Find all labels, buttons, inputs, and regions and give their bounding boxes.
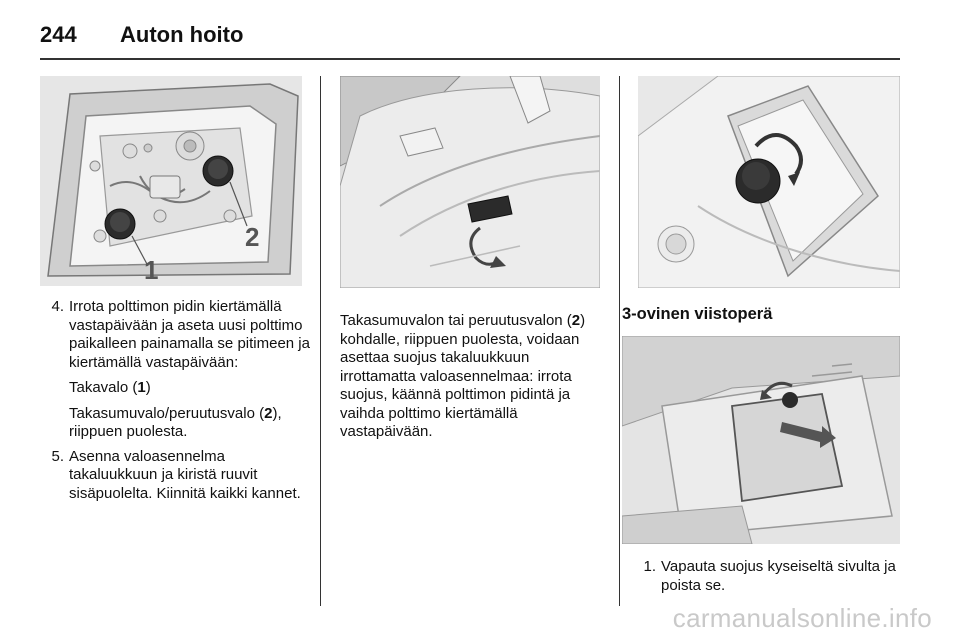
page-header [40,16,920,56]
column1-text [44,298,312,505]
sub2-pre: Takasumuvalo/peruutusvalo ( [69,404,265,422]
para-num: 2 [571,312,581,329]
step-4-sub-tail-light [44,379,312,398]
sub1-num: 1 [137,379,146,396]
header-rule [40,58,900,60]
column2-paragraph [340,312,604,442]
section-heading-3-door: 3-ovinen viistoperä [622,305,773,323]
step-4-number: 4. [51,298,64,315]
step-5-text: Asenna valoasennelma takaluukkuun ja kiristä ruuvit sisäpuolelta. Kiinnitä kaikki kannet. [69,447,301,502]
para-post: ) kohdalle, riippuen puolesta, voidaan asettaa suojus takaluukkuun irrottamatta valoasennelmaa: irrota suojus, käännä polttimon pidintä ja vaihda polttimo kiertämällä vastapäivään. [340,312,586,440]
column3-text [636,558,902,597]
list-item-step-4 [44,298,312,372]
figure-hatchback-cover [622,336,900,544]
step-5-number: 5. [51,447,64,465]
page-number: 244 [40,22,77,47]
sub2-num: 2 [264,404,273,422]
figure-tailgate-cover [340,76,600,288]
column-divider-right [619,76,620,606]
para-pre: Takasumuvalon tai peruutusvalon ( [340,312,572,329]
step-1-number: 1. [643,558,656,575]
page-title: Auton hoito [120,22,244,47]
sub1-pre: Takavalo ( [69,379,138,396]
step-1-text: Vapauta suojus kyseiseltä sivulta ja poista se. [661,558,896,594]
sub2-post: ), riippuen puolesta. [69,404,282,440]
figure-tail-light-assembly [40,76,302,286]
step-4-sub-fog-reverse [44,405,312,442]
step-4-text: Irrota polttimon pidin kiertämällä vastapäivään ja aseta uusi polttimo paikalleen painamalla se pitimeen ja kiertämällä vastapäivään: [69,298,310,371]
sub1-post: ) [145,379,151,396]
column-divider-left [320,76,321,606]
figure-callout-1: 1 [144,255,159,285]
watermark: carmanualsonline.info [672,603,932,633]
list-item-step-5 [44,448,312,504]
list-item-step-1 [636,558,902,595]
figure-bulb-holder-closeup [638,76,900,288]
figure-callout-2: 2 [245,222,260,252]
